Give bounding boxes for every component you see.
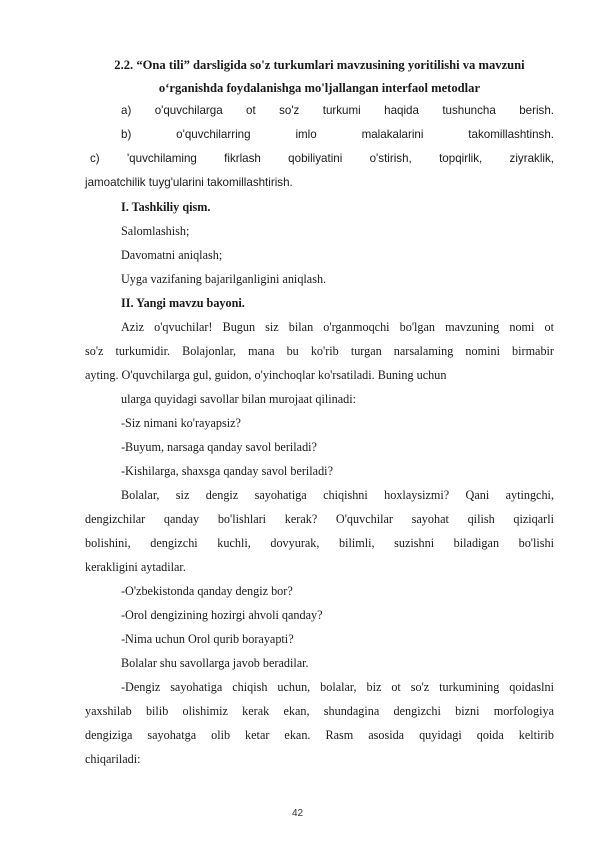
page-number: 42: [291, 808, 304, 819]
section1-item: Uyga vazifaning bajarilganligini aniqlash.: [121, 272, 327, 286]
section1-item: Salomlashish;: [121, 224, 190, 238]
body-line: ularga quyidagi savollar bilan murojaat qilinadi:: [121, 392, 357, 406]
body-line: Bolalar shu savollarga javob beradilar.: [121, 656, 309, 670]
goal-c-line-2: jamoatchilik tuyg'ularini takomillashtirish.: [85, 176, 293, 189]
section-title-line-2: o‘rganishda foydalanishga mo'ljallangan interfaol metodlar: [158, 81, 481, 95]
goal-a: a) o'quvchilarga ot so'z turkumi haqida tushuncha berish.: [121, 104, 554, 117]
body-line: -Dengiz sayohatiga chiqish uchun, bolalar, biz ot so'z turkumining qoidaslni: [121, 680, 554, 694]
question-line: -Kishilarga, shaxsga qanday savol beriladi?: [121, 464, 333, 478]
goal-c-line-1: c) 'quvchilaming fikrlash qobiliyatini o'stirish, topqirlik, ziyraklik,: [90, 152, 554, 165]
body-line: bolishini, dengizchi kuchli, dovyurak, bilimli, suzishni biladigan bo'lishi: [85, 536, 554, 550]
question-line: -Nima uchun Orol qurib borayapti?: [121, 632, 294, 646]
body-line: ayting. O'quvchilarga gul, guidon, o'yinchoqlar ko'rsatiladi. Buning uchun: [85, 368, 447, 382]
body-line: dengiziga sayohatga olib ketar ekan. Rasm asosida quyidagi qoida keltirib: [85, 728, 554, 742]
body-line: kerakligini aytadilar.: [85, 560, 186, 574]
body-line: yaxshilab bilib olishimiz kerak ekan, shundagina dengizchi bizni morfologiya: [85, 704, 554, 718]
section1-heading: I. Tashkiliy qism.: [121, 200, 211, 214]
question-line: -O'zbekistonda qanday dengiz bor?: [121, 584, 293, 598]
body-line: Bolalar, siz dengiz sayohatiga chiqishni hoxlaysizmi? Qani aytingchi,: [121, 488, 554, 502]
body-line: so'z turkumidir. Bolajonlar, mana bu ko'rib turgan narsalaming nomini birmabir: [85, 344, 554, 358]
question-line: -Siz nimani ko'rayapsiz?: [121, 416, 241, 430]
body-line: chiqariladi:: [85, 752, 141, 766]
section1-item: Davomatni aniqlash;: [121, 248, 223, 262]
body-line: Aziz o'qvuchilar! Bugun siz bilan o'rganmoqchi bo'lgan mavzuning nomi ot: [121, 320, 554, 334]
section2-heading: II. Yangi mavzu bayoni.: [121, 296, 245, 310]
question-line: -Buyum, narsaga qanday savol beriladi?: [121, 440, 317, 454]
question-line: -Orol dengizining hozirgi ahvoli qanday?: [121, 608, 323, 622]
section-title-line-1: 2.2. “Ona tili” darsligida so'z turkumlari mavzusining yoritilishi va mavzuni: [114, 58, 525, 72]
goal-b: b) o'quvchilarring imlo malakalarini takomillashtinsh.: [121, 128, 554, 141]
body-line: dengizchilar qanday bo'lishlari kerak? O'quvchilar sayohat qilish qiziqarli: [85, 512, 554, 526]
